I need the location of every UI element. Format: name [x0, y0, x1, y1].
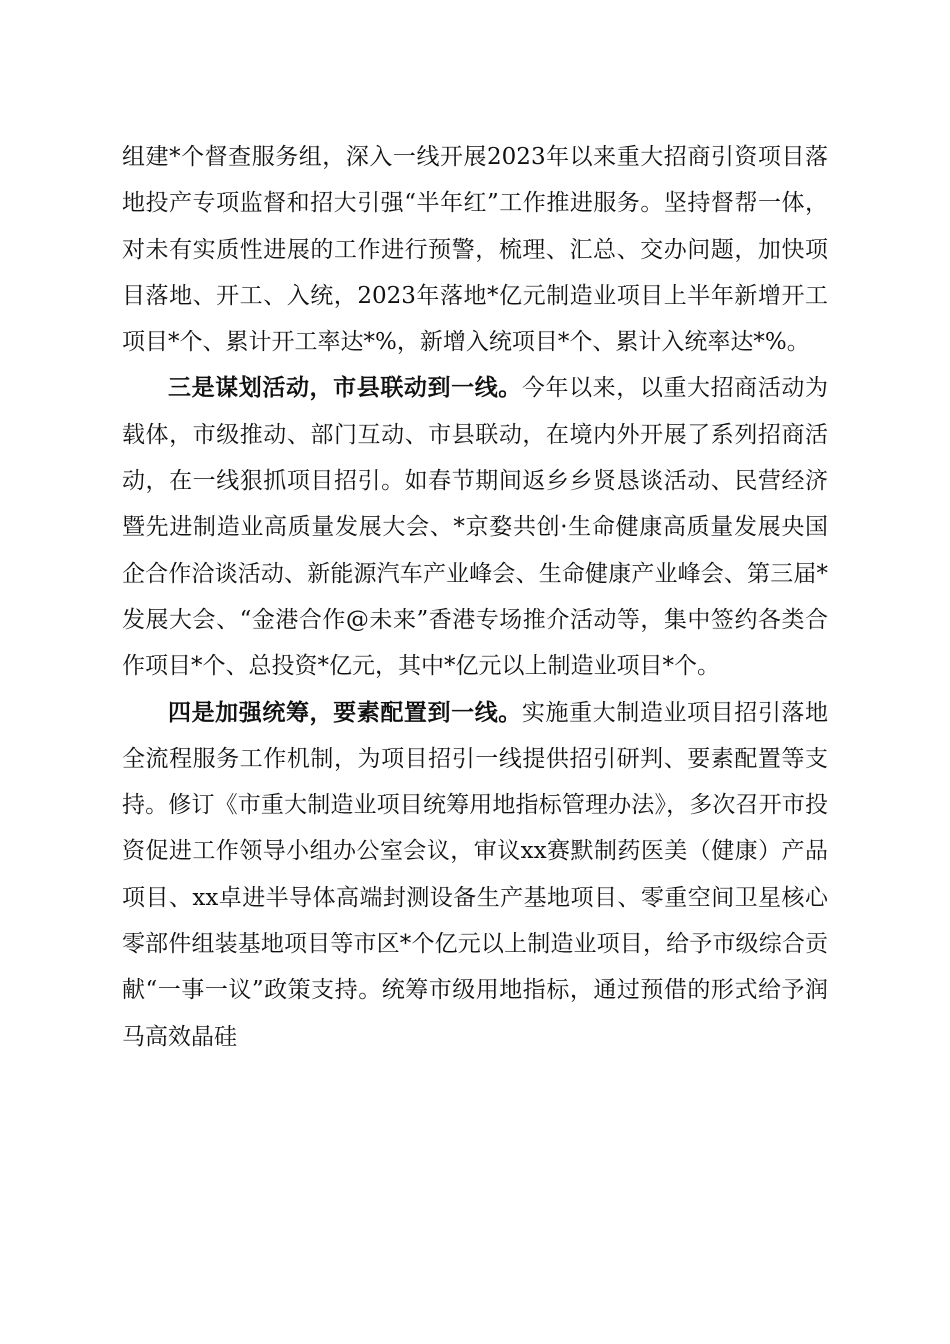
paragraph-3-text: 实施重大制造业项目招引落地全流程服务工作机制，为项目招引一线提供招引研判、要素配置等支持。修订《市重大制造业项目统筹用地指标管理办法》，多次召开市投资促进工作领导小组办公室会议，审议xx赛默制药医美（健康）产品项目、xx卓进半导体高端封测设备生产基地项目、零重空间卫星核心零部件组装基地项目等市区*个亿元以上制造业项目，给予市级综合贡献“一事一议”政策支持。统筹市级用地指标，通过预借的形式给予润马高效晶硅 [122, 699, 829, 1050]
paragraph-2-text: 今年以来，以重大招商活动为载体，市级推动、部门互动、市县联动，在境内外开展了系列招商活动，在一线狠抓项目招引。如春节期间返乡乡贤恳谈活动、民营经济暨先进制造业高质量发展大会、*京婺共创·生命健康高质量发展央国企合作洽谈活动、新能源汽车产业峰会、生命健康产业峰会、第三届*发展大会、“金港合作@未来”香港专场推介活动等，集中签约各类合作项目*个、总投资*亿元，其中*亿元以上制造业项目*个。 [122, 375, 829, 680]
document-page [122, 134, 828, 1060]
paragraph-coordination [122, 690, 828, 1060]
paragraph-3-heading: 四是加强统筹，要素配置到一线。 [168, 698, 522, 726]
paragraph-activities [122, 365, 828, 689]
paragraph-continuation [122, 134, 828, 365]
paragraph-1-text: 组建*个督查服务组，深入一线开展2023年以来重大招商引资项目落地投产专项监督和招大引强“半年红”工作推进服务。坚持督帮一体，对未有实质性进展的工作进行预警，梳理、汇总、交办问题，加快项目落地、开工、入统，2023年落地*亿元制造业项目上半年新增开工项目*个、累计开工率达*%，新增入统项目*个、累计入统率达*%。 [122, 144, 828, 356]
paragraph-2-heading: 三是谋划活动，市县联动到一线。 [168, 374, 522, 402]
